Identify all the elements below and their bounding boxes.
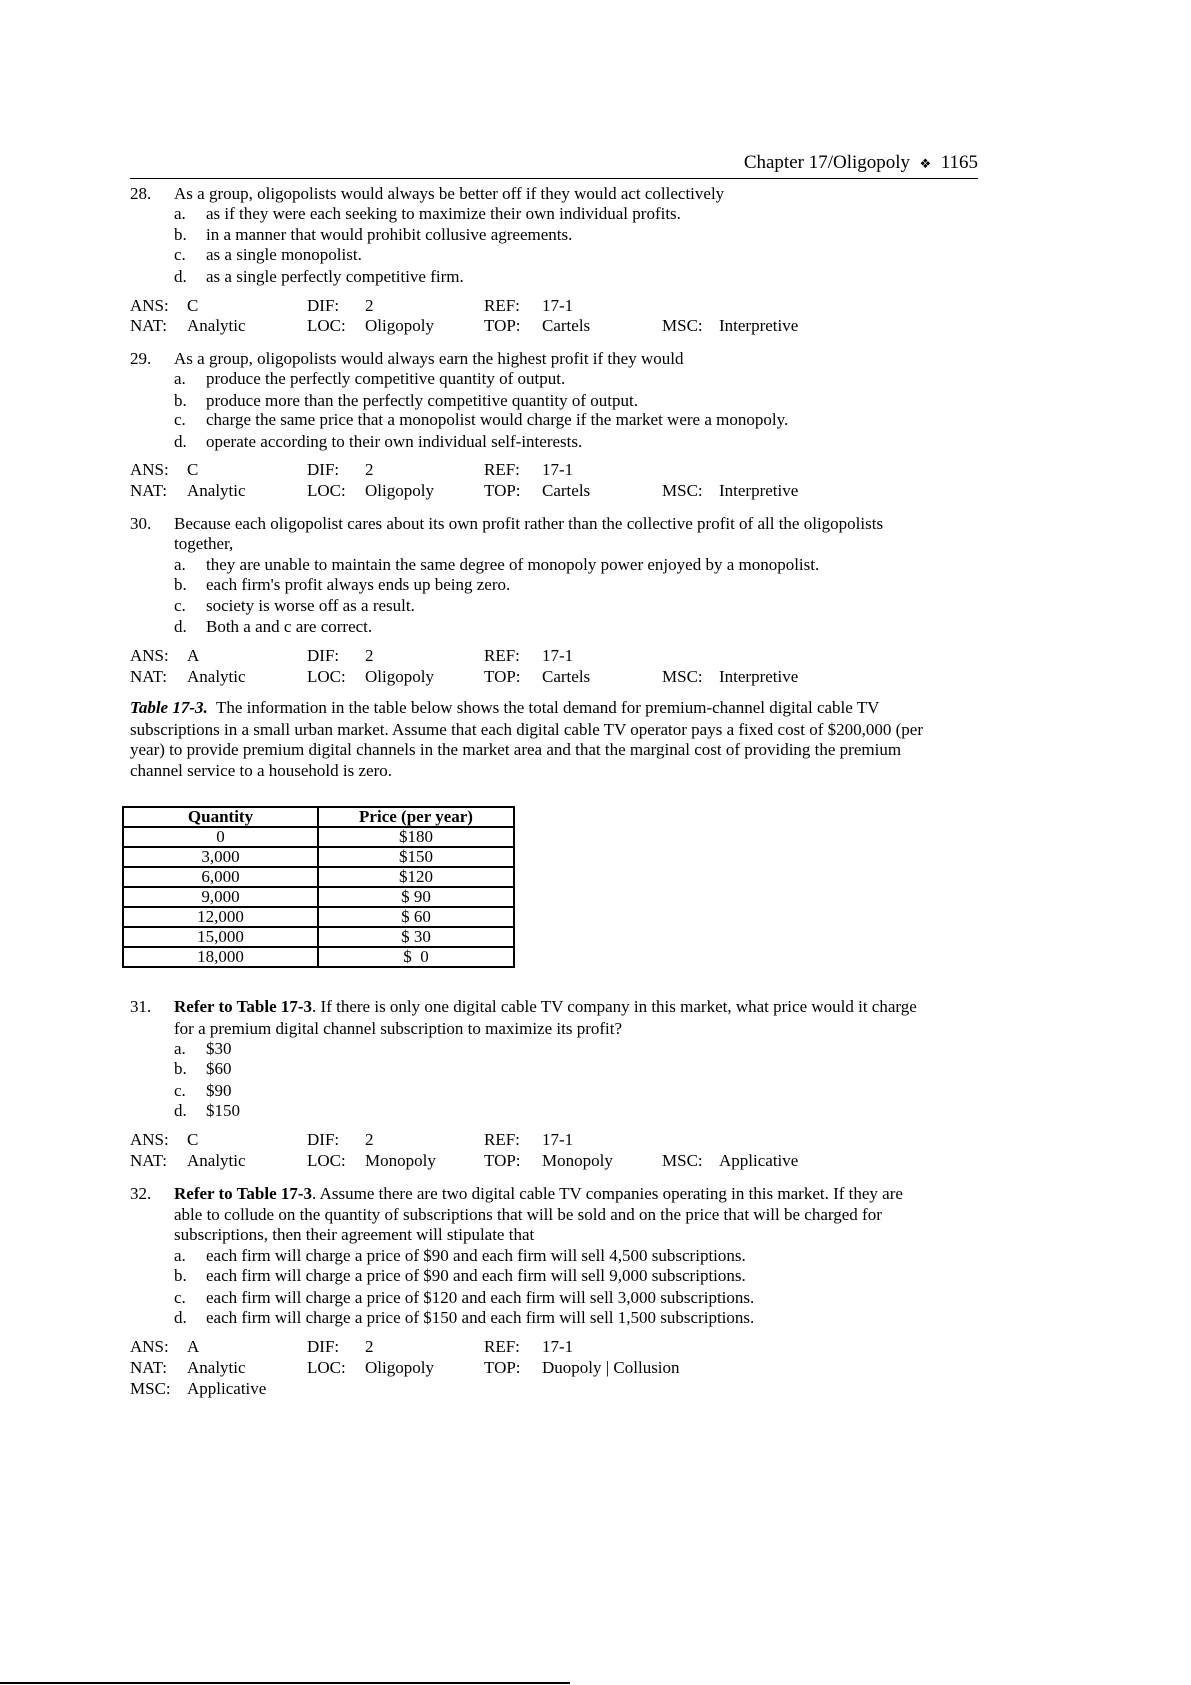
intro-text: The information in the table below shows the total demand for premium-channel digital cable TV (215, 698, 880, 717)
price-cell: $120 (318, 867, 514, 887)
question-stem-line (174, 1205, 882, 1225)
loc-label: LOC: (307, 1358, 346, 1377)
option-text: Both a and c are correct. (206, 617, 373, 636)
quantity-cell: 0 (123, 827, 318, 847)
option-text: society is worse off as a result. (206, 596, 415, 615)
option-text: each firm's profit always ends up being zero. (206, 575, 511, 594)
nat-label: NAT: (130, 667, 167, 686)
top-value: Cartels (542, 481, 591, 500)
msc-label: MSC: (662, 667, 703, 686)
question-number: 32. (130, 1184, 152, 1203)
nat-label: NAT: (130, 481, 167, 500)
question-stem-line (174, 1184, 903, 1204)
ref-label: REF: (484, 1130, 520, 1149)
table-row (123, 827, 514, 847)
question-number: 29. (130, 349, 152, 368)
loc-value: Oligopoly (365, 667, 434, 686)
msc-value: Applicative (187, 1379, 267, 1398)
ans-value: C (187, 460, 199, 479)
dif-value: 2 (365, 460, 374, 479)
price-cell: $180 (318, 827, 514, 847)
dif-label: DIF: (307, 646, 340, 665)
msc-label: MSC: (662, 481, 703, 500)
option-letter: c. (174, 1288, 186, 1307)
ref-value: 17-1 (542, 460, 574, 479)
nat-value: Analytic (187, 1151, 246, 1170)
dif-label: DIF: (307, 460, 340, 479)
stem-text: Because each oligopolist cares about its own profit rather than the collective profit of all the oligopolists (174, 514, 884, 533)
question-stem-line (174, 514, 883, 534)
quantity-cell: 9,000 (123, 887, 318, 907)
option-text: $30 (206, 1039, 232, 1058)
answer-metadata-row (0, 296, 1191, 316)
option-text: produce more than the perfectly competitive quantity of output. (206, 391, 638, 410)
ans-value: C (187, 296, 199, 315)
option-text: they are unable to maintain the same degree of monopoly power enjoyed by a monopolist. (206, 555, 820, 574)
ref-value: 17-1 (542, 1337, 574, 1356)
intro-text: channel service to a household is zero. (130, 761, 392, 780)
option-letter: d. (174, 1308, 187, 1327)
stem-text: subscriptions, then their agreement will stipulate that (174, 1225, 535, 1244)
ans-label: ANS: (130, 1130, 169, 1149)
question-number: 31. (130, 997, 152, 1016)
nat-value: Analytic (187, 316, 246, 335)
ref-value: 17-1 (542, 1130, 574, 1149)
quantity-cell: 18,000 (123, 947, 318, 967)
loc-value: Oligopoly (365, 316, 434, 335)
table-intro-line (130, 740, 901, 760)
option-letter: a. (174, 555, 186, 574)
option-letter: c. (174, 596, 186, 615)
option-letter: c. (174, 1081, 186, 1100)
option-letter: a. (174, 1246, 186, 1265)
top-value: Cartels (542, 667, 591, 686)
ref-value: 17-1 (542, 296, 574, 315)
table-row (123, 927, 514, 947)
quantity-cell: 6,000 (123, 867, 318, 887)
header-rule (130, 178, 978, 179)
msc-label: MSC: (662, 1151, 703, 1170)
column-header: Quantity (123, 807, 318, 827)
ref-label: REF: (484, 296, 520, 315)
stem-text: As a group, oligopolists would always be better off if they would act collectively (174, 184, 725, 203)
quantity-cell: 15,000 (123, 927, 318, 947)
top-label: TOP: (484, 1358, 521, 1377)
answer-metadata-row (0, 1337, 1191, 1357)
table-intro-line (130, 761, 392, 781)
msc-value: Applicative (719, 1151, 799, 1170)
msc-value: Interpretive (719, 481, 799, 500)
ref-value: 17-1 (542, 646, 574, 665)
dif-label: DIF: (307, 296, 340, 315)
loc-label: LOC: (307, 1151, 346, 1170)
loc-value: Oligopoly (365, 481, 434, 500)
top-label: TOP: (484, 1151, 521, 1170)
ans-label: ANS: (130, 1337, 169, 1356)
ornament-icon: ❖ (919, 156, 932, 171)
dif-value: 2 (365, 1130, 374, 1149)
option-text: in a manner that would prohibit collusive agreements. (206, 225, 573, 244)
price-cell: $ 90 (318, 887, 514, 907)
column-header: Price (per year) (318, 807, 514, 827)
option-text: each firm will charge a price of $120 and each firm will sell 3,000 subscriptions. (206, 1288, 755, 1307)
loc-label: LOC: (307, 481, 346, 500)
question-stem-line (174, 1225, 534, 1245)
table-row (123, 947, 514, 967)
answer-metadata-row (0, 1151, 1191, 1171)
dif-value: 2 (365, 1337, 374, 1356)
question-stem-line (174, 349, 683, 369)
question-stem-line (174, 534, 233, 554)
top-label: TOP: (484, 667, 521, 686)
chapter-title: Chapter 17/Oligopoly (743, 152, 911, 173)
msc-label: MSC: (662, 316, 703, 335)
stem-text: for a premium digital channel subscription to maximize its profit? (174, 1019, 623, 1038)
stem-text: together, (174, 534, 234, 553)
option-text: as if they were each seeking to maximize their own individual profits. (206, 204, 681, 223)
table-row (123, 887, 514, 907)
option-letter: b. (174, 1266, 187, 1285)
quantity-cell: 3,000 (123, 847, 318, 867)
stem-text: As a group, oligopolists would always earn the highest profit if they would (174, 349, 684, 368)
intro-text: subscriptions in a small urban market. Assume that each digital cable TV operator pays a fixed cost of $200,000 (per (130, 720, 923, 739)
option-letter: b. (174, 225, 187, 244)
intro-text: year) to provide premium digital channels in the market area and that the marginal cost of providing the premium (130, 740, 902, 759)
table-intro-line (130, 698, 879, 718)
table-reference: Refer to Table 17-3 (174, 1184, 313, 1203)
table-intro-line (130, 720, 923, 740)
answer-metadata-row (0, 1358, 1191, 1378)
option-text: each firm will charge a price of $150 and each firm will sell 1,500 subscriptions. (206, 1308, 755, 1327)
stem-text: . If there is only one digital cable TV company in this market, what price would it charge (312, 997, 917, 1016)
ans-value: A (187, 1337, 200, 1356)
option-letter: d. (174, 432, 187, 451)
table-header-row (123, 807, 514, 827)
option-text: each firm will charge a price of $90 and each firm will sell 4,500 subscriptions. (206, 1246, 746, 1265)
table-row (123, 847, 514, 867)
option-letter: a. (174, 204, 186, 223)
answer-metadata-row (0, 646, 1191, 666)
dif-label: DIF: (307, 1130, 340, 1149)
ans-label: ANS: (130, 460, 169, 479)
answer-metadata-row (0, 316, 1191, 336)
demand-table (122, 806, 515, 968)
option-letter: b. (174, 1059, 187, 1078)
option-letter: c. (174, 410, 186, 429)
msc-value: Interpretive (719, 667, 799, 686)
ans-label: ANS: (130, 646, 169, 665)
option-text: $60 (206, 1059, 232, 1078)
nat-value: Analytic (187, 667, 246, 686)
option-letter: b. (174, 575, 187, 594)
option-text: $90 (206, 1081, 232, 1100)
answer-metadata-row (0, 1379, 1191, 1399)
price-cell: $ 30 (318, 927, 514, 947)
option-text: each firm will charge a price of $90 and each firm will sell 9,000 subscriptions. (206, 1266, 746, 1285)
top-label: TOP: (484, 481, 521, 500)
top-value: Cartels (542, 316, 591, 335)
page-number: 1165 (940, 152, 978, 173)
loc-label: LOC: (307, 316, 346, 335)
answer-metadata-row (0, 1130, 1191, 1150)
price-cell: $150 (318, 847, 514, 867)
option-text: produce the perfectly competitive quantity of output. (206, 369, 566, 388)
option-text: $150 (206, 1101, 240, 1120)
stem-text: able to collude on the quantity of subscriptions that will be sold and on the price that will be charged for (174, 1205, 882, 1224)
quantity-cell: 12,000 (123, 907, 318, 927)
option-letter: b. (174, 391, 187, 410)
footer-rule (0, 1682, 570, 1684)
option-text: as a single perfectly competitive firm. (206, 267, 464, 286)
ans-value: C (187, 1130, 199, 1149)
stem-text: . Assume there are two digital cable TV companies operating in this market. If they are (312, 1184, 903, 1203)
ref-label: REF: (484, 1337, 520, 1356)
question-stem-line (174, 997, 917, 1017)
option-letter: a. (174, 369, 186, 388)
option-text: charge the same price that a monopolist would charge if the market were a monopoly. (206, 410, 789, 429)
dif-value: 2 (365, 646, 374, 665)
option-letter: d. (174, 267, 187, 286)
ans-label: ANS: (130, 296, 169, 315)
nat-value: Analytic (187, 1358, 246, 1377)
question-stem-line (174, 1019, 622, 1039)
loc-value: Oligopoly (365, 1358, 434, 1377)
msc-label: MSC: (130, 1379, 171, 1398)
nat-label: NAT: (130, 316, 167, 335)
running-header (744, 152, 978, 174)
option-text: operate according to their own individual self-interests. (206, 432, 583, 451)
top-value: Monopoly (542, 1151, 613, 1170)
question-number: 28. (130, 184, 152, 203)
loc-label: LOC: (307, 667, 346, 686)
top-value: Duopoly | Collusion (542, 1358, 680, 1377)
question-stem-line (174, 184, 724, 204)
question-number: 30. (130, 514, 152, 533)
ans-value: A (187, 646, 200, 665)
price-cell: $ 60 (318, 907, 514, 927)
answer-metadata-row (0, 460, 1191, 480)
nat-label: NAT: (130, 1358, 167, 1377)
table-reference: Refer to Table 17-3 (174, 997, 313, 1016)
nat-label: NAT: (130, 1151, 167, 1170)
nat-value: Analytic (187, 481, 246, 500)
option-letter: c. (174, 245, 186, 264)
ref-label: REF: (484, 646, 520, 665)
loc-value: Monopoly (365, 1151, 436, 1170)
option-letter: d. (174, 1101, 187, 1120)
dif-value: 2 (365, 296, 374, 315)
table-title: Table 17-3. (130, 698, 208, 717)
answer-metadata-row (0, 481, 1191, 501)
table-row (123, 907, 514, 927)
option-text: as a single monopolist. (206, 245, 362, 264)
price-cell: $ 0 (318, 947, 514, 967)
answer-metadata-row (0, 667, 1191, 687)
option-letter: d. (174, 617, 187, 636)
dif-label: DIF: (307, 1337, 340, 1356)
top-label: TOP: (484, 316, 521, 335)
option-letter: a. (174, 1039, 186, 1058)
table-row (123, 867, 514, 887)
msc-value: Interpretive (719, 316, 799, 335)
ref-label: REF: (484, 460, 520, 479)
